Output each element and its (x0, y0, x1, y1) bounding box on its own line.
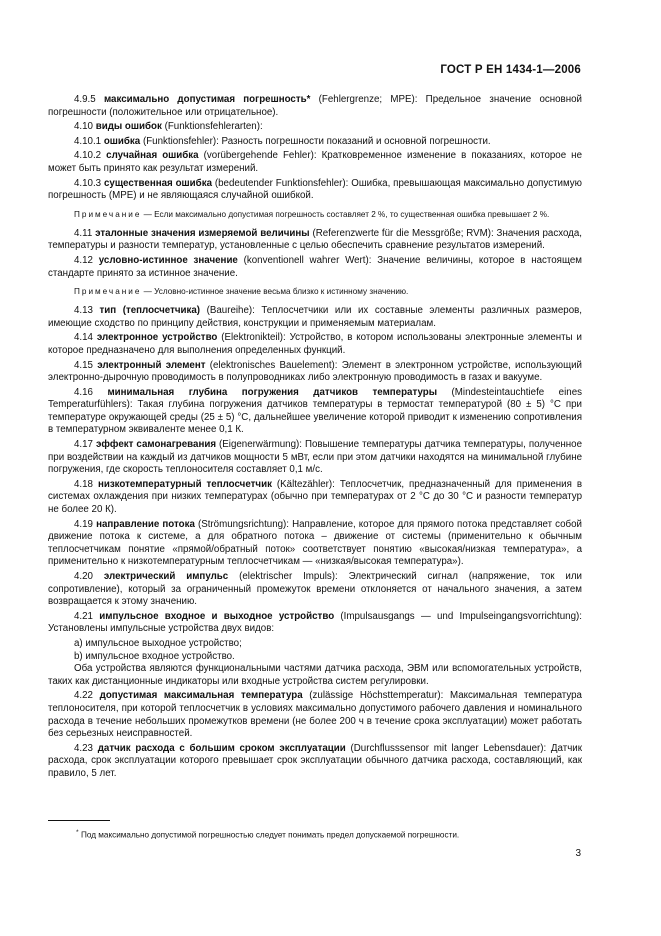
clause-4-12: 4.12 условно-истинное значение (konventionell wahrer Wert): Значение величины, которое в настоящем стандарте принято за истинное значение. (48, 254, 582, 279)
note-1: Примечание — Если максимально допустимая погрешность составляет 2 %, то существенная ошибка превышает 2 %. (74, 209, 550, 219)
clause-4-10: 4.10 виды ошибок (Funktionsfehlerarten): (74, 121, 263, 133)
clause-4-14: 4.14 электронное устройство (Elektronikteil): Устройство, в котором использованы электронные элементы и которое предназначено для выполнения определенных функций. (48, 332, 582, 356)
clause-4-20: 4.20 электрический импульс (elektrischer Impuls): Электрический сигнал (напряжение, ток или сопротивление), который за ограниченный промежуток времени отклоняется от начального значения, а затем возвращается к этому значению. (48, 571, 583, 608)
footnote-divider (48, 820, 110, 821)
clause-4-18: 4.18 низкотемпературный теплосчетчик (Kältezähler): Теплосчетчик, предназначенный для применения в системах охлаждения при низких температурах (обычно при температурах от 2 °С до 30 °С и разности температур не более 20 К). (48, 478, 582, 516)
page-number: 3 (575, 848, 581, 859)
clause-4-17: 4.17 эффект самонагревания (Eigenerwärmung): Повышение температуры датчика температуры, полученное при воздействии на каждый из датчиков мощности 5 мВт, если при этом датчики находятся на минимальной глубине погружения, где скорость теплоносителя составляет 0,1 м/с. (48, 439, 582, 476)
footnote: * Под максимально допустимой погрешностью следует понимать предел допускаемой погрешности. (76, 829, 460, 840)
list-followup: Оба устройства являются функциональными частями датчика расхода, ЭВМ или вспомогательных устройств, таких как дистанционные индикаторы или входные устройства систем регулировки. (48, 663, 582, 687)
standard-header: ГОСТ Р ЕН 1434-1—2006 (440, 64, 581, 76)
clause-4-23: 4.23 датчик расхода с большим сроком эксплуатации (Durchflusssensor mit langer Lebensdauer): Датчик расхода, срок эксплуатации которого превышает срок эксплуатации обычного датчика расхода, составляющий, как правило, 5 лет. (48, 742, 582, 779)
clause-4-22: 4.22 допустимая максимальная температура (zulässige Höchsttemperatur): Максимальная температура теплоносителя, при которой теплосчетчик в условиях максимально допустимого рабочего давления и номинального расхода в течение небольших промежутков времени (не более 200 ч в течение срока эксплуатации) может работать без серьезных неисправностей. (48, 690, 582, 740)
clause-4-21: 4.21 импульсное входное и выходное устройство (Impulsausgangs — und Impulseingangsvorrichtung): Установлены импульсные устройства двух видов: (48, 610, 582, 635)
clause-4-16: 4.16 минимальная глубина погружения датчиков температуры (Mindesteintauchtiefe eines Temperaturfühlers): Такая глубина погружения датчиков температуры в термостат температурой (80 ± 5) °С при температуре окружающей среды (25 ± 5) °С, дальнейшее увеличение которой приводит к изменению сопротивления в температурном эквиваленте менее 0,1 К. (48, 386, 582, 436)
clause-4-19: 4.19 направление потока (Strömungsrichtung): Направление, которое для прямого потока представляет собой движение потока к системе, а для обратного потока – движение от системы (применительно к обычным теплосчетчикам понятие «прямой/обратный поток» соответствует понятию «высокая/низкая температура», а применительно к низкотемпературным теплосчетчикам — «низкая/высокая температура»). (48, 518, 582, 568)
list-item-b: b) импульсное входное устройство. (74, 650, 235, 662)
note-2: Примечание — Условно-истинное значение весьма близко к истинному значению. (74, 287, 409, 297)
clause-4-10-3: 4.10.3 существенная ошибка (bedeutender Funktionsfehler): Ошибка, превышающая максимально допустимую погрешность (MPE) и не являющаяся случайной ошибкой. (48, 177, 582, 202)
clause-4-15: 4.15 электронный элемент (elektronisches Bauelement): Элемент в электронном устройстве, использующий электронно-дырочную проводимость в полупроводниках либо электронную проводимость в газах и вакууме. (48, 359, 582, 384)
list-item-a: а) импульсное выходное устройство; (74, 637, 242, 649)
clause-4-10-1: 4.10.1 ошибка (Funktionsfehler): Разность погрешности показаний и основной погрешности. (74, 135, 491, 147)
clause-4-11: 4.11 эталонные значения измеряемой величины (Referenzwerte für die Messgröße; RVM): Значения расхода, температуры и разности температур, установленные с целью обеспечить сравнение результатов измерений. (48, 227, 583, 252)
document-body (48, 94, 582, 783)
clause-4-10-2: 4.10.2 случайная ошибка (vorübergehende Fehler): Кратковременное изменение в показаниях, которое не может быть принято как результат измерений. (48, 150, 582, 174)
clause-4-9-5: 4.9.5 максимально допустимая погрешность* (Fehlergrenze; MPE): Предельное значение основной погрешности (положительное или отрицательное). (48, 94, 582, 118)
footnote-mark: * (76, 829, 79, 836)
clause-4-13: 4.13 тип (теплосчетчика) (Baureihe): Теплосчетчики или их составные элементы различных размеров, имеющие сходство по принципу действия, конструкции и применяемым материалам. (48, 305, 583, 329)
